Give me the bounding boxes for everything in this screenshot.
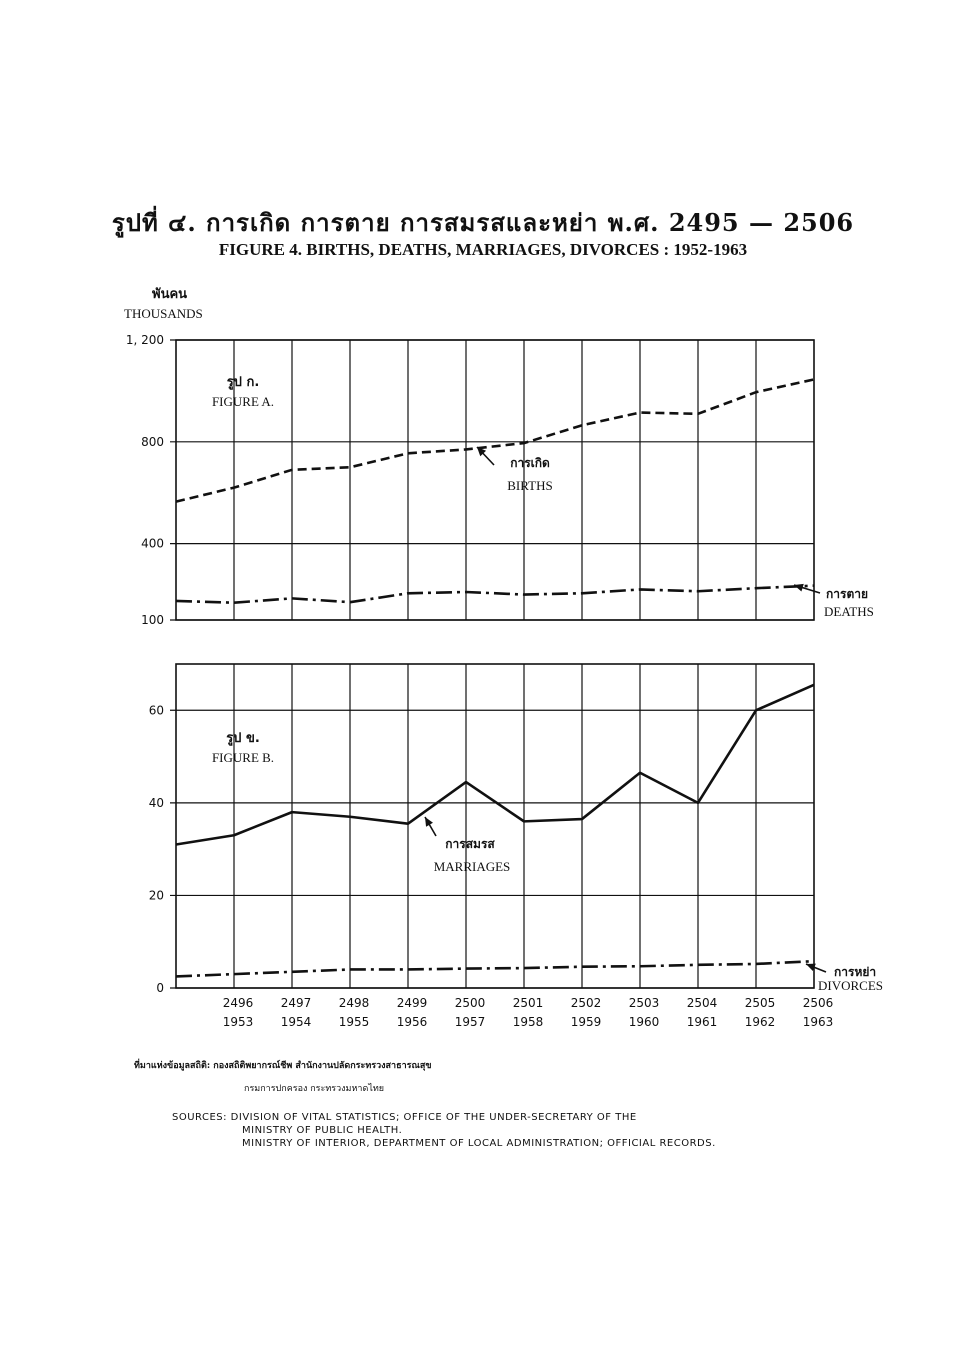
x-tick-label-be: 2502 <box>570 996 602 1010</box>
panel-1-ytick-label: 100 <box>141 613 164 627</box>
x-tick-label-be: 2501 <box>512 996 544 1010</box>
series-label-deaths: DEATHS <box>824 604 874 619</box>
x-tick-label-ce: 1954 <box>280 1015 312 1029</box>
x-tick-label-be: 2500 <box>454 996 486 1010</box>
x-tick-label-ce: 1960 <box>628 1015 660 1029</box>
panel-1-ytick-label: 400 <box>141 536 164 551</box>
x-tick-label-ce: 1955 <box>338 1015 370 1029</box>
x-tick-label-ce: 1956 <box>396 1015 428 1029</box>
chart-title-english: FIGURE 4. BIRTHS, DEATHS, MARRIAGES, DIVORCES : 1952-1963 <box>218 240 748 259</box>
series-label-deaths-thai: การตาย <box>826 587 869 601</box>
panel-1-frame <box>176 340 814 620</box>
series-line-divorces <box>176 961 814 976</box>
panel-2-label-thai: รูป ข. <box>226 731 260 746</box>
x-tick-label-ce: 1959 <box>570 1015 602 1029</box>
panel-1-label-thai: รูป ก. <box>226 375 260 390</box>
x-tick-label-be: 2497 <box>280 996 312 1010</box>
panel-2-ytick-label: 40 <box>148 795 164 810</box>
series-label-divorces-thai: การหย่า <box>834 965 877 979</box>
x-tick-label-be: 2506 <box>802 996 834 1010</box>
series-label-marriages-thai: การสมรส <box>445 837 495 851</box>
series-label-births: BIRTHS <box>507 478 553 493</box>
x-tick-label-ce: 1953 <box>222 1015 254 1029</box>
series-label-divorces: DIVORCES <box>818 978 884 993</box>
source-english-line-3: MINISTRY OF INTERIOR, DEPARTMENT OF LOCAL ADMINISTRATION; OFFICIAL RECORDS. <box>242 1138 716 1149</box>
source-thai-line-1: ที่มาแห่งข้อมูลสถิติ: กองสถิติพยากรณ์ชีพ สำนักงานปลัดกระทรวงสาธารณสุข <box>134 1061 432 1071</box>
panel-1-ytick-label: 800 <box>141 434 164 449</box>
panel-1-ytick-label: 1, 200 <box>125 333 164 347</box>
panel-2-ytick-label: 60 <box>148 703 164 718</box>
source-english-line-2: MINISTRY OF PUBLIC HEALTH. <box>242 1125 403 1136</box>
source-english-line-1: SOURCES: DIVISION OF VITAL STATISTICS; OFFICE OF THE UNDER-SECRETARY OF THE <box>172 1112 637 1123</box>
source-thai-line-2: กรมการปกครอง กระทรวงมหาดไทย <box>244 1084 385 1094</box>
x-tick-label-be: 2498 <box>338 996 370 1010</box>
series-label-marriages: MARRIAGES <box>433 859 511 874</box>
panel-2-frame <box>176 664 814 988</box>
x-tick-label-ce: 1958 <box>512 1015 544 1029</box>
x-tick-label-be: 2503 <box>628 996 660 1010</box>
x-tick-label-be: 2496 <box>222 996 254 1010</box>
unit-label-english: THOUSANDS <box>124 306 203 321</box>
x-tick-label-ce: 1957 <box>454 1015 486 1029</box>
unit-label-thai: พันคน <box>152 287 188 302</box>
panel-1-label-english: FIGURE A. <box>211 394 275 409</box>
panel-2-ytick-label: 20 <box>148 888 164 903</box>
panel-2-label-english: FIGURE B. <box>211 750 275 765</box>
x-tick-label-ce: 1963 <box>802 1015 834 1029</box>
series-line-deaths <box>176 586 814 603</box>
x-tick-label-be: 2504 <box>686 996 718 1010</box>
x-tick-label-ce: 1962 <box>744 1015 776 1029</box>
series-label-births-thai: การเกิด <box>510 456 550 470</box>
chart-title-thai: รูปที่ ๔. การเกิด การตาย การสมรสและหย่า พ.ศ. 2495 — 2506 <box>111 208 855 237</box>
x-tick-label-be: 2505 <box>744 996 776 1010</box>
x-tick-label-be: 2499 <box>396 996 428 1010</box>
x-tick-label-ce: 1961 <box>686 1015 718 1029</box>
panel-2-ytick-label: 0 <box>156 981 164 995</box>
